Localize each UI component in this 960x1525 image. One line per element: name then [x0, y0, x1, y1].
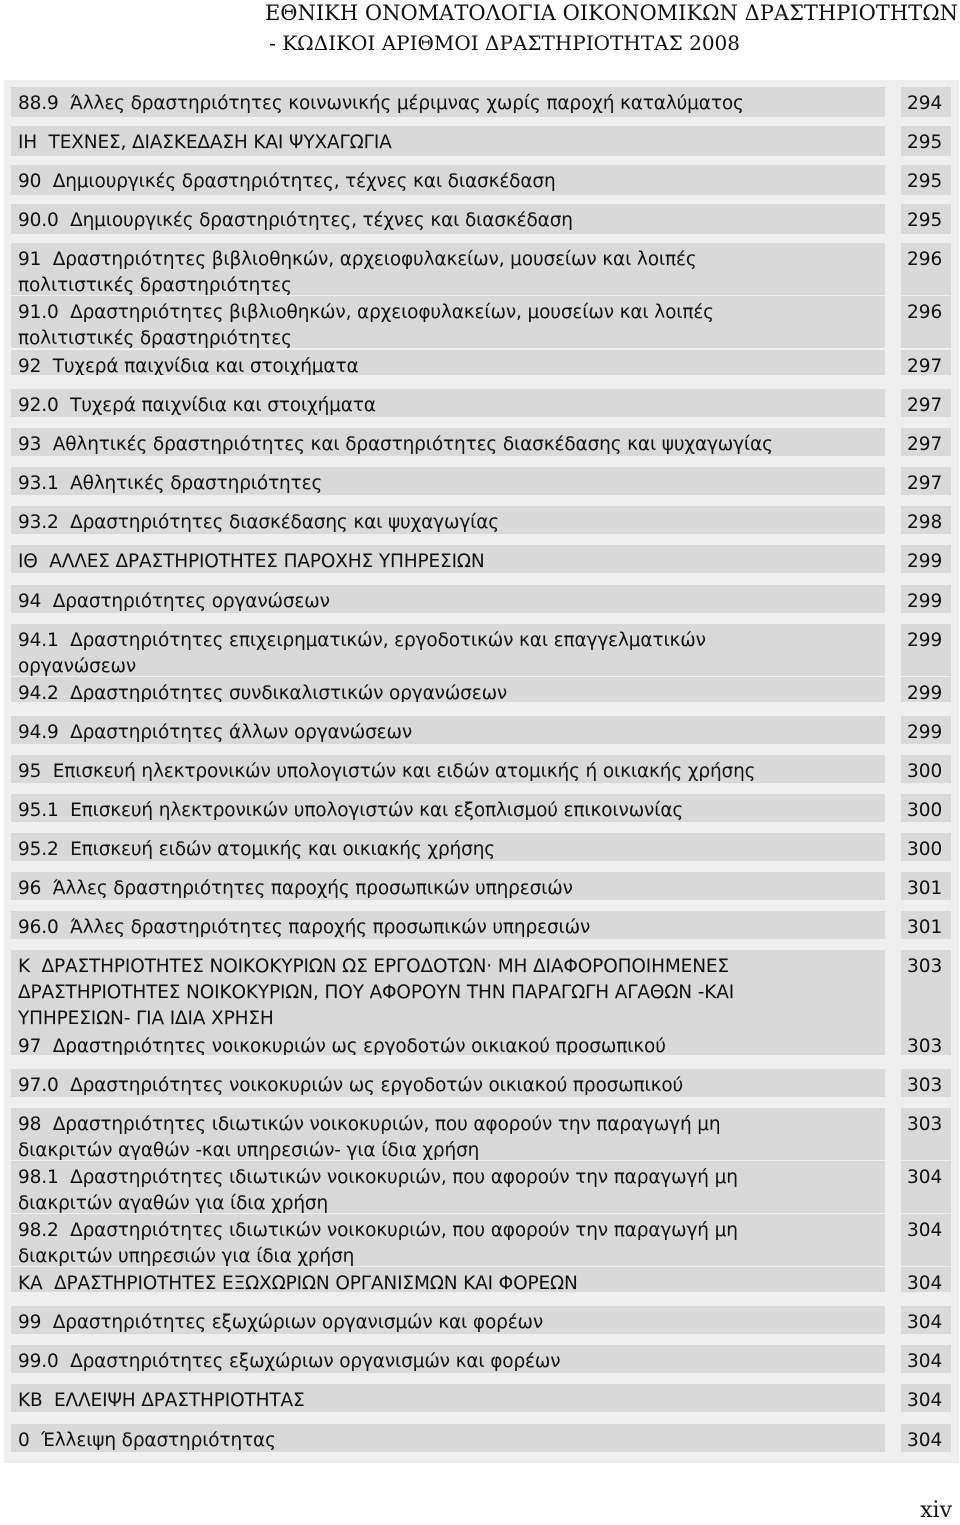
toc-entry-title-continuation: πολιτιστικές δραστηριότητες	[18, 275, 292, 295]
toc-entry-line	[18, 471, 885, 495]
toc-entry-page: 297	[901, 428, 951, 456]
toc-entry-description	[11, 716, 885, 744]
toc-entry-title: Έλλειψη δραστηριότητας	[41, 1430, 276, 1451]
toc-entry-description	[11, 87, 885, 117]
toc-row	[4, 1161, 959, 1213]
toc-entry-description	[11, 1214, 885, 1266]
toc-row	[4, 1384, 959, 1412]
toc-row	[4, 389, 959, 417]
toc-entry-page: 303	[901, 1030, 951, 1055]
toc-entry-page: 298	[901, 506, 951, 534]
toc-entry-title-continuation: διακριτών υπηρεσιών για ίδια χρήση	[18, 1246, 355, 1266]
toc-entry-line	[18, 432, 885, 456]
header-subtitle: - ΚΩΔΙΚΟΙ ΑΡΙΘΜΟΙ ΔΡΑΣΤΗΡΙΟΤΗΤΑΣ 2008	[269, 31, 740, 55]
toc-row	[4, 1306, 959, 1334]
toc-entry-description	[11, 755, 885, 783]
toc-entry-code: 93	[18, 434, 42, 455]
toc-entry-description	[11, 1424, 885, 1452]
toc-entry-title-continuation: διακριτών αγαθών για ίδια χρήση	[18, 1193, 329, 1213]
toc-entry-code: 98.1	[18, 1167, 59, 1188]
toc-entry-code: 97.0	[18, 1075, 59, 1096]
toc-entry-title: ΕΛΛΕΙΨΗ ΔΡΑΣΤΗΡΙΟΤΗΤΑΣ	[54, 1390, 305, 1411]
toc-row	[4, 1069, 959, 1097]
toc-entry-page: 303	[901, 1108, 951, 1160]
toc-entry-page: 304	[901, 1214, 951, 1266]
toc-entry-title: Επισκευή ειδών ατομικής και οικιακής χρήσης	[70, 839, 495, 860]
toc-entry-code: 99	[18, 1312, 42, 1333]
toc-entry-page: 297	[901, 467, 951, 495]
toc-entry-line	[18, 798, 885, 822]
toc-entry-page: 295	[901, 126, 951, 156]
toc-entry-page: 299	[901, 545, 951, 573]
toc-entry-description	[11, 428, 885, 456]
toc-row	[4, 1424, 959, 1452]
toc-entry-title: Επισκευή ηλεκτρονικών υπολογιστών και ειδών ατομικής ή οικιακής χρήσης	[52, 761, 756, 782]
table-of-contents	[4, 80, 959, 1463]
toc-entry-line	[18, 954, 885, 980]
toc-entry-title-continuation: ΔΡΑΣΤΗΡΙΟΤΗΤΕΣ ΝΟΙΚΟΚΥΡΙΩΝ, ΠΟΥ ΑΦΟΡΟΥΝ ΤΗΝ ΠΑΡΑΓΩΓΗ ΑΓΑΘΩΝ -ΚΑΙ	[18, 982, 735, 1003]
toc-entry-line	[18, 549, 885, 573]
toc-entry-description	[11, 243, 885, 295]
toc-entry-title-continuation: οργανώσεων	[18, 656, 137, 676]
toc-entry-description	[11, 677, 885, 702]
toc-entry-title-continuation: ΥΠΗΡΕΣΙΩΝ- ΓΙΑ ΙΔΙΑ ΧΡΗΣΗ	[18, 1008, 274, 1029]
toc-row	[4, 872, 959, 900]
toc-entry-page: 300	[901, 755, 951, 783]
toc-entry-line	[18, 1310, 885, 1334]
toc-entry-page: 304	[901, 1345, 951, 1373]
toc-entry-code: 99.0	[18, 1351, 59, 1372]
toc-entry-title: Δραστηριότητες εξωχώριων οργανισμών και φορέων	[70, 1351, 561, 1372]
toc-entry-title: Δημιουργικές δραστηριότητες, τέχνες και διασκέδαση	[52, 171, 556, 192]
toc-entry-line	[18, 354, 885, 375]
toc-entry-line	[18, 1165, 885, 1191]
toc-entry-line	[18, 208, 885, 234]
toc-entry-code: 91.0	[18, 302, 59, 323]
toc-entry-code: 93.2	[18, 512, 59, 533]
toc-entry-page: 303	[901, 950, 951, 1054]
toc-entry-line	[18, 247, 885, 273]
toc-entry-title-continuation: πολιτιστικές δραστηριότητες	[18, 328, 292, 348]
toc-entry-title: Δραστηριότητες νοικοκυριών ως εργοδοτών οικιακού προσωπικού	[70, 1075, 684, 1096]
toc-entry-code: Κ	[18, 956, 30, 977]
toc-entry-description	[11, 1306, 885, 1334]
toc-entry-code: 95.1	[18, 800, 59, 821]
toc-entry-description	[11, 794, 885, 822]
toc-entry-description	[11, 1345, 885, 1373]
toc-entry-line	[18, 1073, 885, 1097]
toc-entry-title: Άλλες δραστηριότητες παροχής προσωπικών υπηρεσιών	[70, 917, 591, 938]
toc-entry-line	[18, 510, 885, 534]
toc-entry-code: ΙΗ	[18, 132, 38, 153]
toc-entry-title: Δραστηριότητες εξωχώριων οργανισμών και φορέων	[52, 1312, 544, 1333]
toc-entry-line	[18, 1388, 885, 1412]
toc-entry-description	[11, 126, 885, 156]
toc-entry-code: 98	[18, 1114, 42, 1135]
toc-entry-title: Άλλες δραστηριότητες κοινωνικής μέριμνας χωρίς παροχή καταλύματος	[70, 93, 744, 114]
toc-entry-title: Τυχερά παιχνίδια και στοιχήματα	[70, 395, 376, 416]
toc-entry-page: 297	[901, 389, 951, 417]
toc-entry-line	[18, 1112, 885, 1138]
toc-entry-line	[18, 130, 885, 156]
toc-entry-description	[11, 1069, 885, 1097]
toc-entry-title: Δραστηριότητες ιδιωτικών νοικοκυριών, που αφορούν την παραγωγή μη	[70, 1220, 738, 1241]
toc-entry-page: 304	[901, 1424, 951, 1452]
toc-entry-title: ΤΕΧΝΕΣ, ΔΙΑΣΚΕΔΑΣΗ ΚΑΙ ΨΥΧΑΓΩΓΙΑ	[48, 132, 392, 153]
toc-entry-line	[18, 1349, 885, 1373]
toc-row	[4, 911, 959, 939]
toc-entry-line	[18, 91, 885, 117]
toc-entry-page: 299	[901, 677, 951, 702]
toc-entry-line	[18, 681, 885, 702]
toc-row	[4, 126, 959, 156]
toc-entry-code: 92	[18, 356, 42, 375]
toc-entry-description	[11, 506, 885, 534]
toc-entry-title: Αθλητικές δραστηριότητες	[70, 473, 323, 494]
toc-entry-code: 0	[18, 1430, 30, 1451]
toc-entry-code: 94.9	[18, 722, 59, 743]
toc-entry-page: 294	[901, 87, 951, 117]
toc-row	[4, 716, 959, 744]
toc-entry-title: Άλλες δραστηριότητες παροχής προσωπικών υπηρεσιών	[52, 878, 573, 899]
toc-entry-page: 295	[901, 204, 951, 234]
toc-entry-code: 88.9	[18, 93, 59, 114]
toc-entry-title-continuation: διακριτών αγαθών -και υπηρεσιών- για ίδια χρήση	[18, 1140, 480, 1160]
toc-entry-line	[18, 1428, 885, 1452]
toc-row	[4, 296, 959, 348]
toc-row	[4, 1345, 959, 1373]
toc-entry-description	[11, 350, 885, 375]
toc-entry-title: Δραστηριότητες οργανώσεων	[52, 591, 330, 612]
toc-entry-code: 95.2	[18, 839, 59, 860]
toc-entry-code: 94	[18, 591, 42, 612]
toc-entry-title: Δραστηριότητες βιβλιοθηκών, αρχειοφυλακείων, μουσείων και λοιπές	[52, 249, 697, 270]
toc-entry-page: 303	[901, 1069, 951, 1097]
toc-entry-line	[18, 1034, 885, 1055]
toc-entry-description	[11, 872, 885, 900]
toc-entry-description	[11, 1267, 885, 1292]
toc-entry-page: 297	[901, 350, 951, 375]
toc-row	[4, 165, 959, 195]
toc-entry-title: Δραστηριότητες βιβλιοθηκών, αρχειοφυλακείων, μουσείων και λοιπές	[70, 302, 714, 323]
header-title: ΕΘΝΙΚΗ ΟΝΟΜΑΤΟΛΟΓΙΑ ΟΙΚΟΝΟΜΙΚΩΝ ΔΡΑΣΤΗΡΙΟΤΗΤΩΝ	[264, 1, 958, 25]
toc-entry-description	[11, 624, 885, 676]
toc-row	[4, 677, 959, 702]
toc-row	[4, 428, 959, 456]
toc-entry-page: 304	[901, 1161, 951, 1213]
toc-entry-description	[11, 1384, 885, 1412]
toc-entry-line	[18, 915, 885, 939]
toc-row	[4, 243, 959, 295]
toc-row	[4, 545, 959, 573]
toc-entry-line	[18, 876, 885, 900]
toc-entry-line	[18, 589, 885, 613]
toc-entry-description	[11, 545, 885, 573]
toc-entry-page: 295	[901, 165, 951, 195]
toc-row	[4, 467, 959, 495]
toc-row	[4, 833, 959, 861]
toc-row	[4, 1108, 959, 1160]
toc-entry-line	[18, 837, 885, 861]
toc-entry-code: ΚΒ	[18, 1390, 43, 1411]
toc-row	[4, 794, 959, 822]
toc-row	[4, 624, 959, 676]
toc-entry-description	[11, 204, 885, 234]
toc-entry-line	[18, 169, 885, 195]
toc-row	[4, 1030, 959, 1055]
toc-entry-title: Δραστηριότητες διασκέδασης και ψυχαγωγίας	[70, 512, 499, 533]
toc-row	[4, 1267, 959, 1292]
toc-entry-title: ΑΛΛΕΣ ΔΡΑΣΤΗΡΙΟΤΗΤΕΣ ΠΑΡΟΧΗΣ ΥΠΗΡΕΣΙΩΝ	[49, 551, 485, 572]
toc-entry-code: 94.1	[18, 630, 59, 651]
toc-entry-line	[18, 1218, 885, 1244]
toc-entry-code: 96.0	[18, 917, 59, 938]
toc-entry-title: Δραστηριότητες ιδιωτικών νοικοκυριών, που αφορούν την παραγωγή μη	[52, 1114, 721, 1135]
toc-entry-line	[18, 1271, 885, 1292]
toc-entry-code: 93.1	[18, 473, 59, 494]
toc-entry-line	[18, 393, 885, 417]
toc-row	[4, 506, 959, 534]
toc-row	[4, 585, 959, 613]
toc-entry-line	[18, 759, 885, 783]
toc-entry-line	[18, 300, 885, 326]
toc-entry-description	[11, 1108, 885, 1160]
toc-entry-code: 91	[18, 249, 42, 270]
toc-entry-code: 96	[18, 878, 42, 899]
toc-row	[4, 350, 959, 375]
toc-entry-title: Δραστηριότητες ιδιωτικών νοικοκυριών, που αφορούν την παραγωγή μη	[70, 1167, 738, 1188]
toc-entry-description	[11, 165, 885, 195]
toc-entry-title: Δραστηριότητες συνδικαλιστικών οργανώσεων	[70, 683, 508, 702]
toc-entry-code: 90	[18, 171, 42, 192]
page-header	[0, 0, 960, 60]
toc-entry-code: 95	[18, 761, 42, 782]
toc-row	[4, 204, 959, 234]
page-number: xiv	[920, 1498, 952, 1523]
toc-entry-page: 299	[901, 624, 951, 676]
toc-entry-page: 301	[901, 872, 951, 900]
toc-entry-page: 304	[901, 1306, 951, 1334]
toc-entry-description	[11, 296, 885, 348]
toc-entry-title: ΔΡΑΣΤΗΡΙΟΤΗΤΕΣ ΝΟΙΚΟΚΥΡΙΩΝ ΩΣ ΕΡΓΟΔΟΤΩΝ· ΜΗ ΔΙΑΦΟΡΟΠΟΙΗΜΕΝΕΣ	[41, 956, 729, 977]
toc-entry-code: 92.0	[18, 395, 59, 416]
toc-entry-page: 296	[901, 296, 951, 348]
toc-entry-line	[18, 628, 885, 654]
toc-entry-page: 299	[901, 716, 951, 744]
toc-entry-title: ΔΡΑΣΤΗΡΙΟΤΗΤΕΣ ΕΞΩΧΩΡΙΩΝ ΟΡΓΑΝΙΣΜΩΝ ΚΑΙ ΦΟΡΕΩΝ	[53, 1273, 578, 1292]
toc-entry-page: 296	[901, 243, 951, 295]
toc-entry-title: Δραστηριότητες επιχειρηματικών, εργοδοτικών και επαγγελματικών	[70, 630, 706, 651]
toc-entry-code: 97	[18, 1036, 42, 1055]
toc-entry-page: 304	[901, 1384, 951, 1412]
toc-entry-code: 94.2	[18, 683, 59, 702]
toc-entry-code: 98.2	[18, 1220, 59, 1241]
toc-entry-page: 304	[901, 1267, 951, 1292]
toc-row	[4, 1214, 959, 1266]
toc-row	[4, 87, 959, 117]
toc-entry-title: Επισκευή ηλεκτρονικών υπολογιστών και εξοπλισμού επικοινωνίας	[70, 800, 684, 821]
toc-entry-line	[18, 720, 885, 744]
toc-entry-title: Δραστηριότητες νοικοκυριών ως εργοδοτών οικιακού προσωπικού	[52, 1036, 666, 1055]
toc-row	[4, 755, 959, 783]
toc-entry-page: 299	[901, 585, 951, 613]
toc-entry-description	[11, 1161, 885, 1213]
toc-entry-description	[11, 585, 885, 613]
toc-entry-description	[11, 1030, 885, 1055]
toc-entry-title: Τυχερά παιχνίδια και στοιχήματα	[52, 356, 359, 375]
toc-entry-title: Αθλητικές δραστηριότητες και δραστηριότητες διασκέδασης και ψυχαγωγίας	[52, 434, 773, 455]
toc-entry-code: 90.0	[18, 210, 59, 231]
toc-entry-page: 301	[901, 911, 951, 939]
toc-entry-page: 300	[901, 794, 951, 822]
toc-entry-code: ΙΘ	[18, 551, 38, 572]
toc-entry-description	[11, 833, 885, 861]
toc-entry-page: 300	[901, 833, 951, 861]
toc-entry-description	[11, 911, 885, 939]
toc-entry-title: Δραστηριότητες άλλων οργανώσεων	[70, 722, 413, 743]
toc-entry-code: ΚΑ	[18, 1273, 43, 1292]
toc-entry-description	[11, 389, 885, 417]
toc-entry-title: Δημιουργικές δραστηριότητες, τέχνες και διασκέδαση	[70, 210, 573, 231]
toc-entry-description	[11, 467, 885, 495]
